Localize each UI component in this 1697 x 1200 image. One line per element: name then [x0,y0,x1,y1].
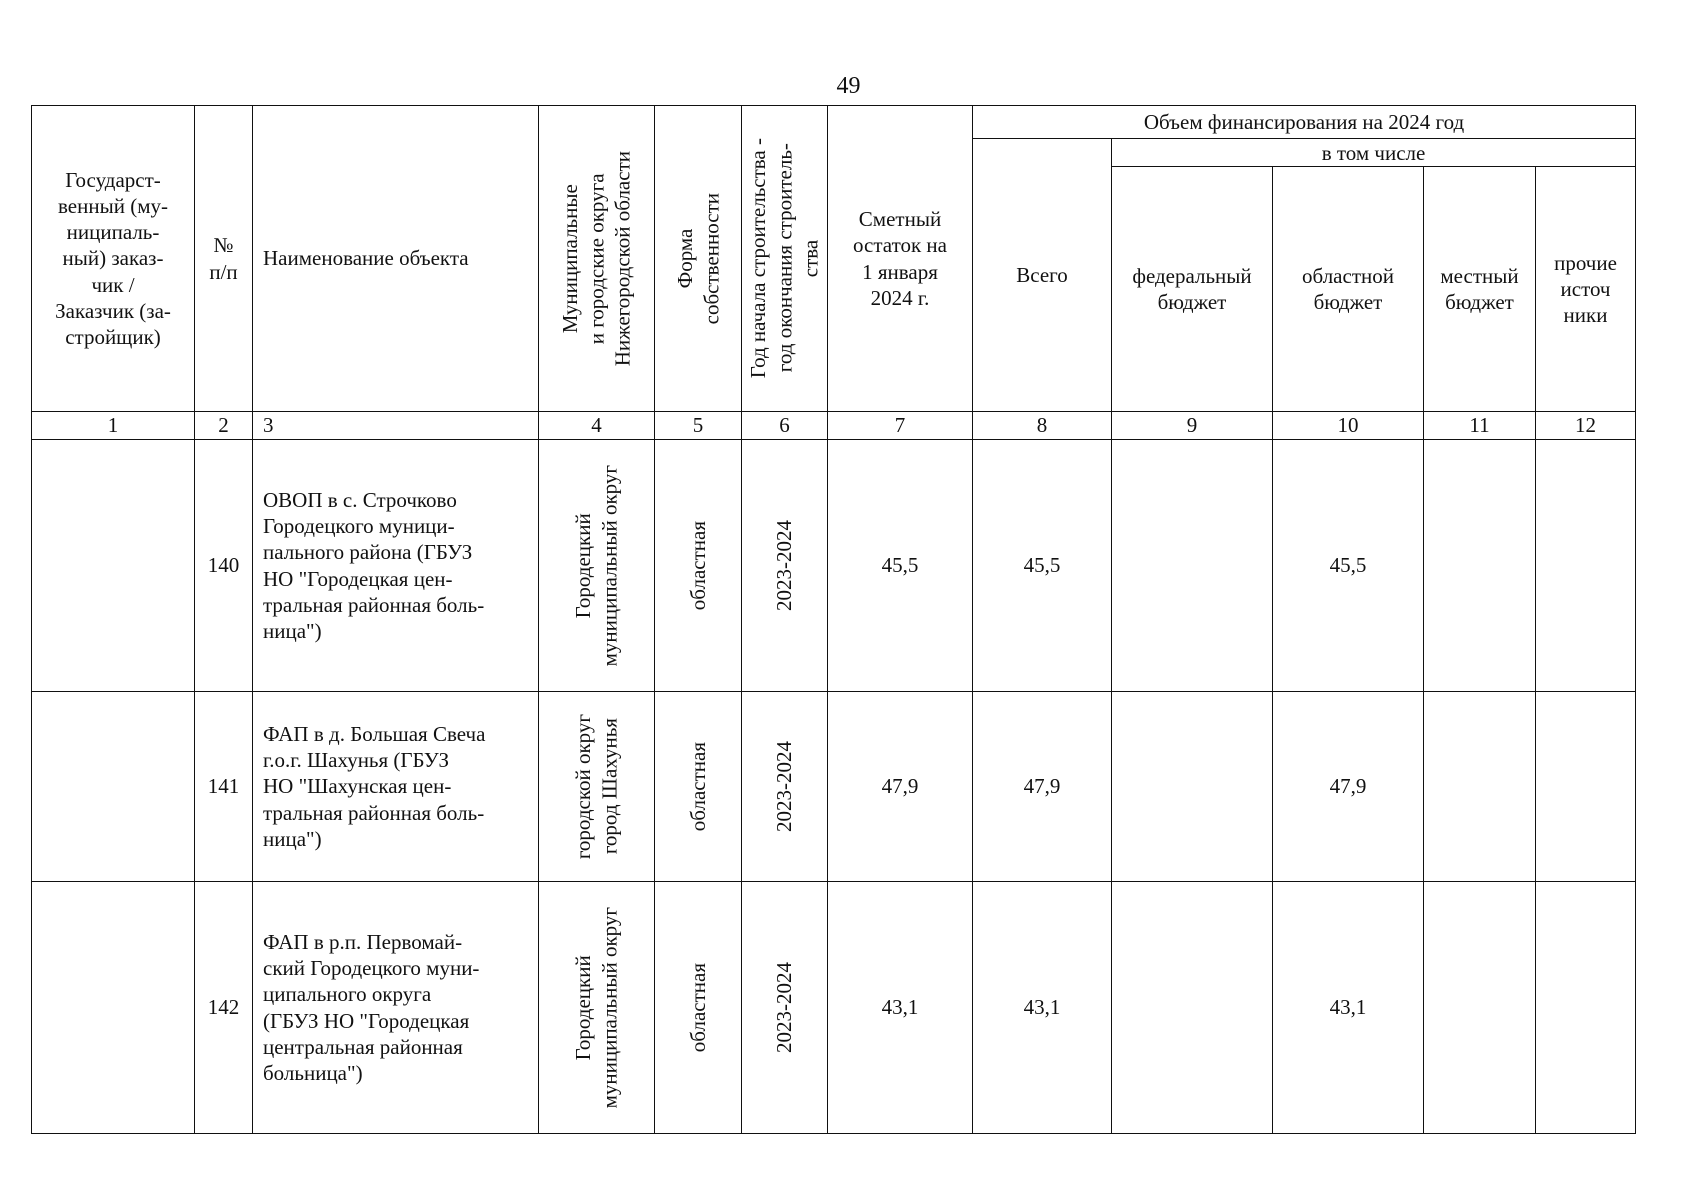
page-number: 49 [836,73,861,99]
cell-total: 43,1 [973,882,1112,1134]
cell-years [742,440,828,692]
cell-ownership-text: областная [685,742,710,832]
column-number: 6 [742,412,828,440]
header-district-text: Муниципальные и городские округа Нижегородской области [558,150,635,367]
cell-customer [32,691,195,881]
column-number: 8 [973,412,1112,440]
cell-local [1424,440,1536,692]
cell-regional: 43,1 [1273,882,1424,1134]
column-number: 7 [828,412,973,440]
cell-years [742,882,828,1134]
cell-ownership [655,691,742,881]
financing-table [31,105,1636,1134]
cell-district-text: городской округ город Шахунья [571,714,622,860]
cell-district [539,882,655,1134]
cell-federal [1112,691,1273,881]
cell-object-name: ОВОП в с. Строчково Городецкого муници- пального района (ГБУЗ НО "Городецкая цен- тральная районная боль- ница") [253,440,539,692]
cell-district [539,440,655,692]
cell-ownership-text: областная [685,963,710,1053]
column-number: 9 [1112,412,1273,440]
column-number: 4 [539,412,655,440]
cell-regional: 45,5 [1273,440,1424,692]
cell-total: 47,9 [973,691,1112,881]
table-row [32,440,1636,692]
cell-other [1536,691,1636,881]
cell-local [1424,882,1536,1134]
cell-years-text: 2023-2024 [772,741,797,833]
cell-years-text: 2023-2024 [772,962,797,1054]
cell-remainder: 45,5 [828,440,973,692]
cell-federal [1112,440,1273,692]
cell-number: 140 [195,440,253,692]
header-years [742,106,828,412]
cell-district-text: Городецкий муниципальный округ [571,464,622,667]
header-federal: федеральный бюджет [1112,167,1273,412]
column-number: 2 [195,412,253,440]
header-other: прочие источ ники [1536,167,1636,412]
cell-number: 142 [195,882,253,1134]
cell-object-name: ФАП в р.п. Первомай- ский Городецкого муни- ципального округа (ГБУЗ НО "Городецкая центральная районная больница") [253,882,539,1134]
header-ownership-text: Форма собственности [672,192,723,325]
table-row [32,882,1636,1134]
table-row [32,691,1636,881]
cell-years-text: 2023-2024 [772,520,797,612]
cell-years [742,691,828,881]
cell-other [1536,882,1636,1134]
column-number-row [32,412,1636,440]
column-number: 11 [1424,412,1536,440]
header-local: местный бюджет [1424,167,1536,412]
header-object-name: Наименование объекта [253,106,539,412]
header-regional: областной бюджет [1273,167,1424,412]
cell-number: 141 [195,691,253,881]
header-customer: Государст- венный (му- ниципаль- ный) заказ- чик / Заказчик (за- стройщик) [32,106,195,412]
column-number: 1 [32,412,195,440]
cell-ownership [655,882,742,1134]
header-total: Всего [973,139,1112,412]
header-number: № п/п [195,106,253,412]
cell-other [1536,440,1636,692]
header-row-top [32,106,1636,139]
header-remainder: Сметный остаток на 1 января 2024 г. [828,106,973,412]
cell-object-name: ФАП в д. Большая Свеча г.о.г. Шахунья (ГБУЗ НО "Шахунская цен- тральная районная боль- ница") [253,691,539,881]
column-number: 3 [253,412,539,440]
header-financing-group: Объем финансирования на 2024 год [973,106,1636,139]
column-number: 10 [1273,412,1424,440]
cell-local [1424,691,1536,881]
cell-ownership-text: областная [685,521,710,611]
cell-remainder: 47,9 [828,691,973,881]
cell-district [539,691,655,881]
cell-ownership [655,440,742,692]
cell-remainder: 43,1 [828,882,973,1134]
cell-regional: 47,9 [1273,691,1424,881]
cell-district-text: Городецкий муниципальный округ [571,906,622,1109]
cell-federal [1112,882,1273,1134]
header-ownership [655,106,742,412]
header-district [539,106,655,412]
column-number: 5 [655,412,742,440]
cell-customer [32,440,195,692]
column-number: 12 [1536,412,1636,440]
cell-customer [32,882,195,1134]
cell-total: 45,5 [973,440,1112,692]
header-years-text: Год начала строительства - год окончания строитель- ства [746,138,823,379]
header-including: в том числе [1112,139,1636,167]
